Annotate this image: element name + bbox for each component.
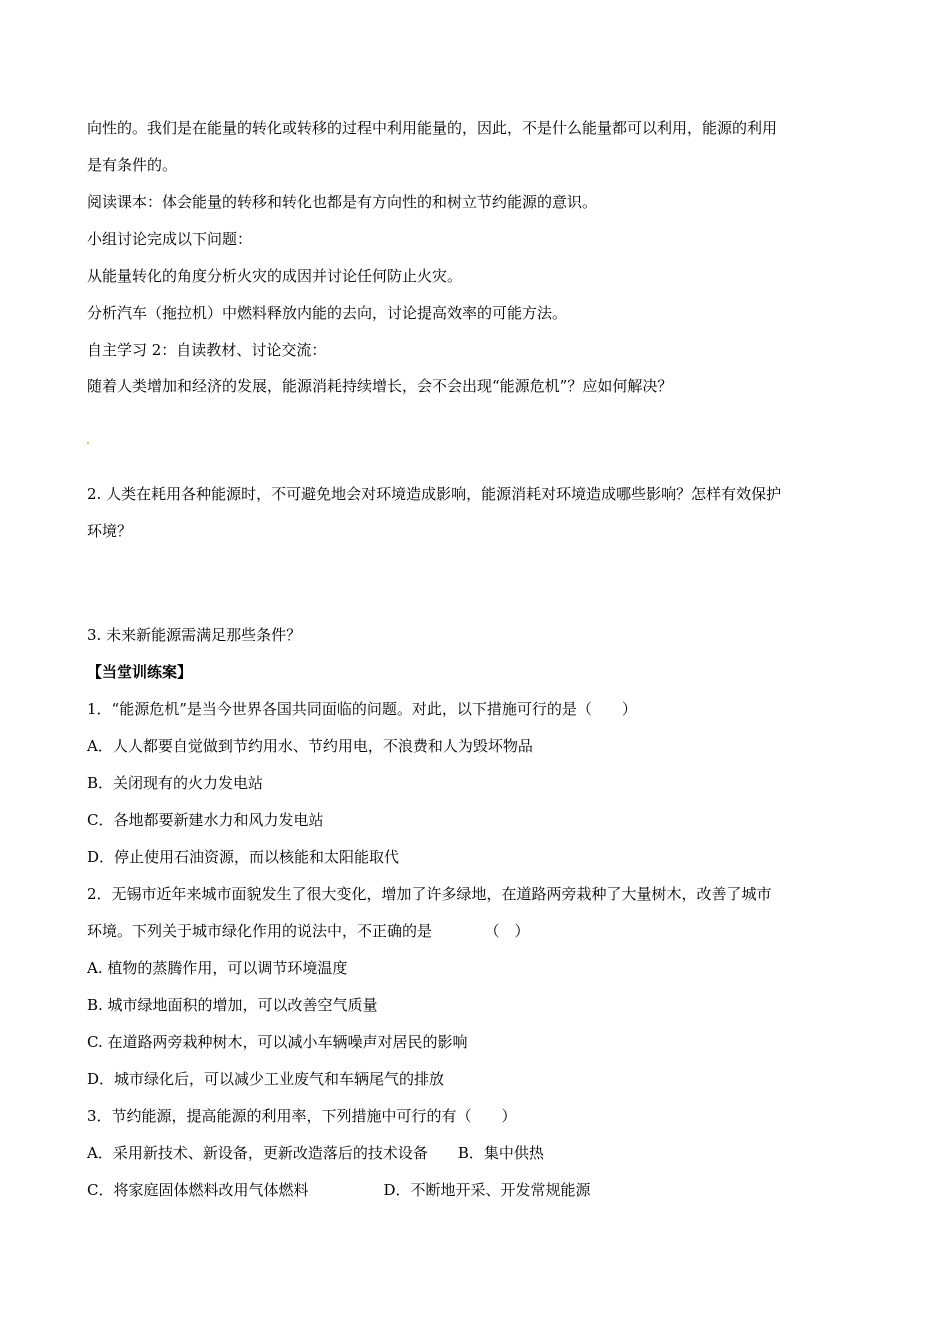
text-line: 是有条件的。: [87, 156, 178, 174]
options-ab: A．采用新技术、新设备，更新改造落后的技术设备 B．集中供热: [87, 1144, 544, 1162]
text-line: 向性的。我们是在能量的转化或转移的过程中利用能量的，因此，不是什么能量都可以利用，能源的利用: [87, 119, 778, 137]
option-b: B. 城市绿地面积的增加，可以改善空气质量: [87, 996, 378, 1014]
text-line: 阅读课本：体会能量的转移和转化也都是有方向性的和树立节约能源的意识。: [87, 193, 598, 211]
option-a: A. 植物的蒸腾作用，可以调节环境温度: [87, 959, 348, 977]
text-line: 小组讨论完成以下问题：: [87, 230, 253, 248]
question-3: 3．节约能源，提高能源的利用率，下列措施中可行的有（ ）: [87, 1107, 517, 1125]
text-line: 2. 人类在耗用各种能源时，不可避免地会对环境造成影响，能源消耗对环境造成哪些影响？怎样有效保护: [87, 485, 782, 503]
text-line: 从能量转化的角度分析火灾的成因并讨论任何防止火灾。: [87, 267, 463, 285]
option-a: A．人人都要自觉做到节约用水、节约用电，不浪费和人为毁坏物品: [87, 737, 533, 755]
text-line: 随着人类增加和经济的发展，能源消耗持续增长，会不会出现“能源危机”？应如何解决？: [87, 377, 673, 395]
question-2-cont: 环境。下列关于城市绿化作用的说法中，不正确的是 （ ）: [87, 922, 530, 940]
option-c: C．各地都要新建水力和风力发电站: [87, 811, 324, 829]
text-line: 自主学习 2：自读教材、讨论交流：: [87, 341, 327, 359]
options-cd: C．将家庭固体燃料改用气体燃料 D．不断地开采、开发常规能源: [87, 1181, 591, 1199]
option-d: D．城市绿化后，可以减少工业废气和车辆尾气的排放: [87, 1070, 445, 1088]
question-2: 2．无锡市近年来城市面貌发生了很大变化，增加了许多绿地，在道路两旁栽种了大量树木，改善了城市: [87, 885, 772, 903]
option-c: C. 在道路两旁栽种树木，可以减小车辆噪声对居民的影响: [87, 1033, 468, 1051]
option-d: D．停止使用石油资源，而以核能和太阳能取代: [87, 848, 400, 866]
speck-mark: [87, 442, 89, 444]
question-1: 1．“能源危机”是当今世界各国共同面临的问题。对此，以下措施可行的是（ ）: [87, 700, 637, 718]
text-line: 3. 未来新能源需满足那些条件？: [87, 626, 302, 644]
text-line: 分析汽车（拖拉机）中燃料释放内能的去向，讨论提高效率的可能方法。: [87, 304, 568, 322]
text-line: 环境？: [87, 522, 133, 540]
option-b: B．关闭现有的火力发电站: [87, 774, 264, 792]
section-heading: 【当堂训练案】: [87, 663, 193, 681]
